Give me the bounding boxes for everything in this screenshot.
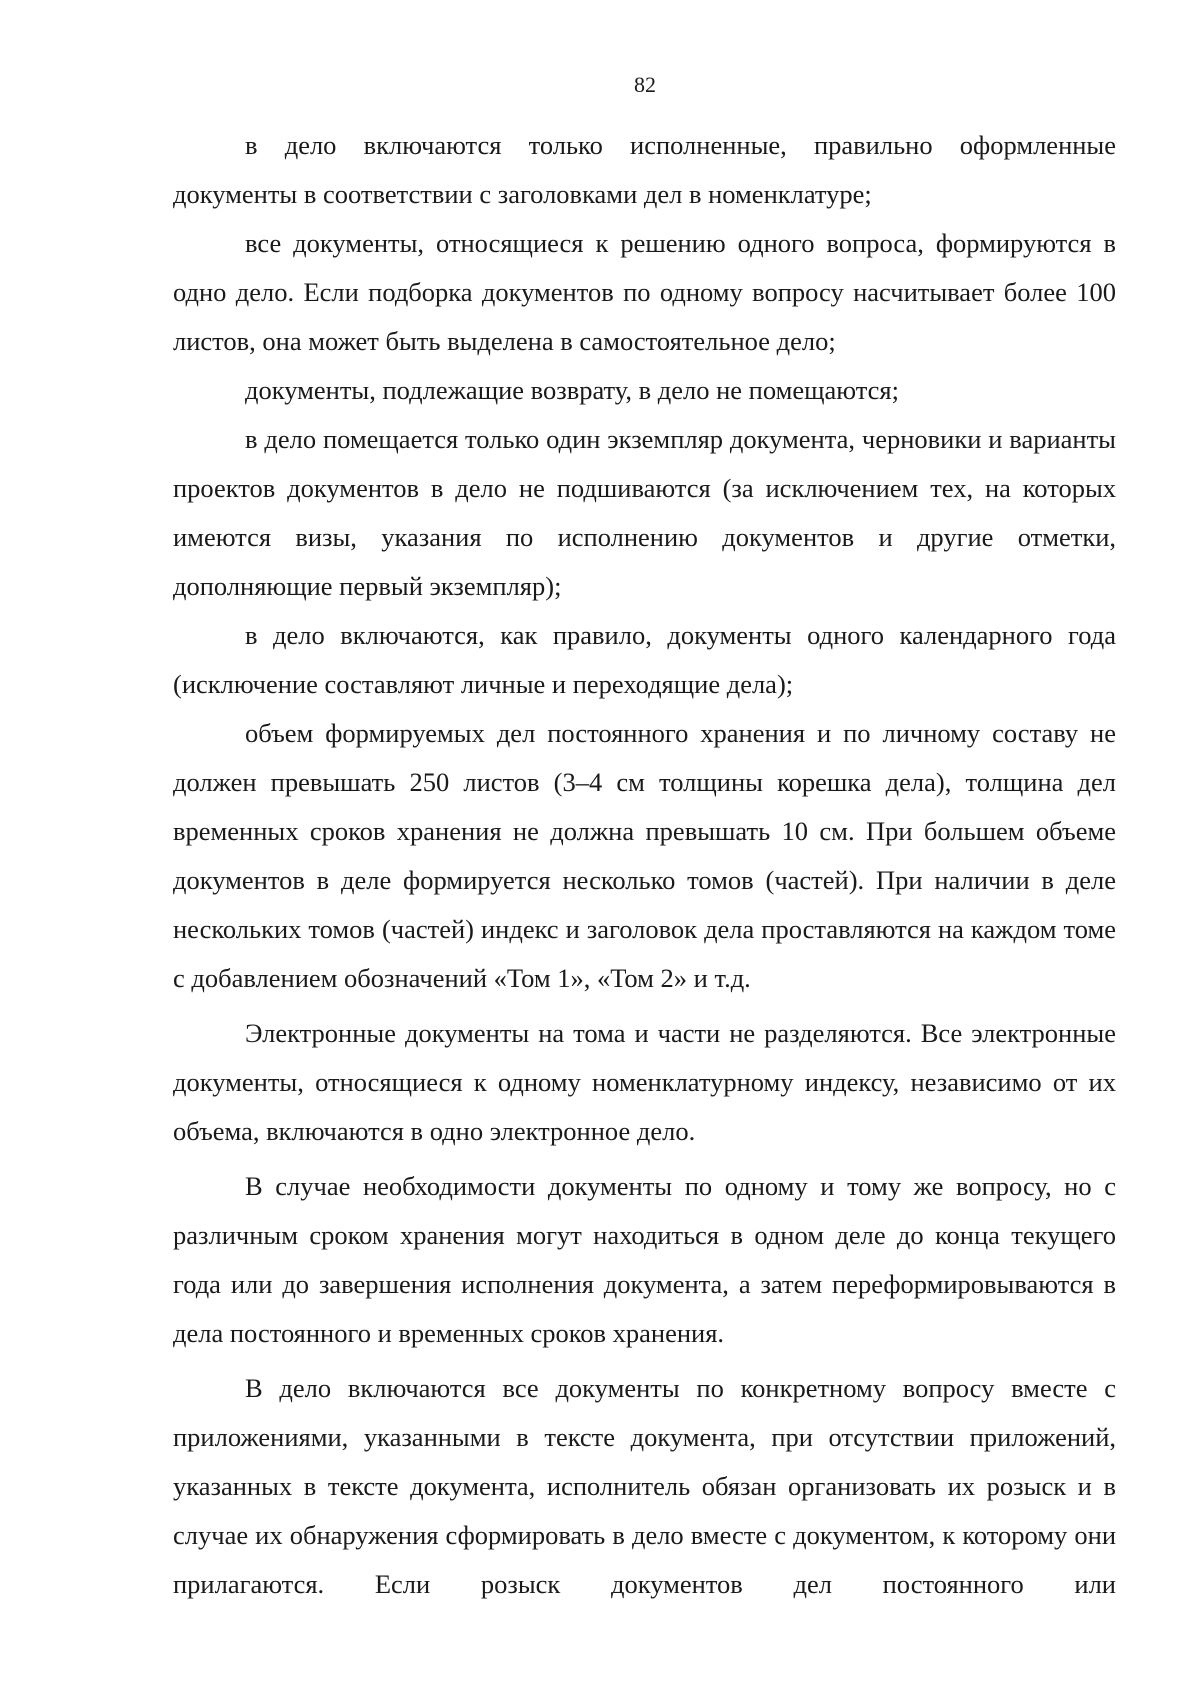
paragraph-8: В случае необходимости документы по одному и тому же вопросу, но с различным сроком хранения могут находиться в одном деле до конца текущего года или до завершения исполнения документа, а затем переформировываются в дела постоянного и временных сроков хранения. bbox=[173, 1171, 1116, 1348]
paragraph-4: в дело помещается только один экземпляр документа, черновики и варианты проектов документов в дело не подшиваются (за исключением тех, на которых имеются визы, указания по исполнению документов и другие отметки, дополняющие первый экземпляр); bbox=[173, 424, 1116, 601]
page-number: 82 bbox=[634, 72, 656, 97]
paragraph-9: В дело включаются все документы по конкретному вопросу вместе с приложениями, указанными в тексте документа, при отсутствии приложений, указанных в тексте документа, исполнитель обязан организовать их розыск и в случае их обнаружения сформировать в дело вместе с документом, к которому они прилагаются. Если розыск документов дел постоянного или bbox=[173, 1373, 1116, 1599]
document-body bbox=[173, 121, 1116, 1609]
paragraph-1: в дело включаются только исполненные, правильно оформленные документы в соответствии с заголовками дел в номенклатуре; bbox=[173, 130, 1116, 209]
paragraph-6: объем формируемых дел постоянного хранения и по личному составу не должен превышать 250 листов (3–4 см толщины корешка дела), толщина дел временных сроков хранения не должна превышать 10 см. При большем объеме документов в деле формируется несколько томов (частей). При наличии в деле нескольких томов (частей) индекс и заголовок дела проставляются на каждом томе с добавлением обозначений «Том 1», «Том 2» и т.д. bbox=[173, 718, 1116, 993]
paragraph-5: в дело включаются, как правило, документы одного календарного года (исключение составляют личные и переходящие дела); bbox=[173, 620, 1116, 699]
paragraph-2: все документы, относящиеся к решению одного вопроса, формируются в одно дело. Если подборка документов по одному вопросу насчитывает более 100 листов, она может быть выделена в самостоятельное дело; bbox=[173, 228, 1116, 356]
paragraph-3: документы, подлежащие возврату, в дело не помещаются; bbox=[245, 375, 899, 405]
paragraph-7: Электронные документы на тома и части не разделяются. Все электронные документы, относящиеся к одному номенклатурному индексу, независимо от их объема, включаются в одно электронное дело. bbox=[173, 1018, 1116, 1146]
